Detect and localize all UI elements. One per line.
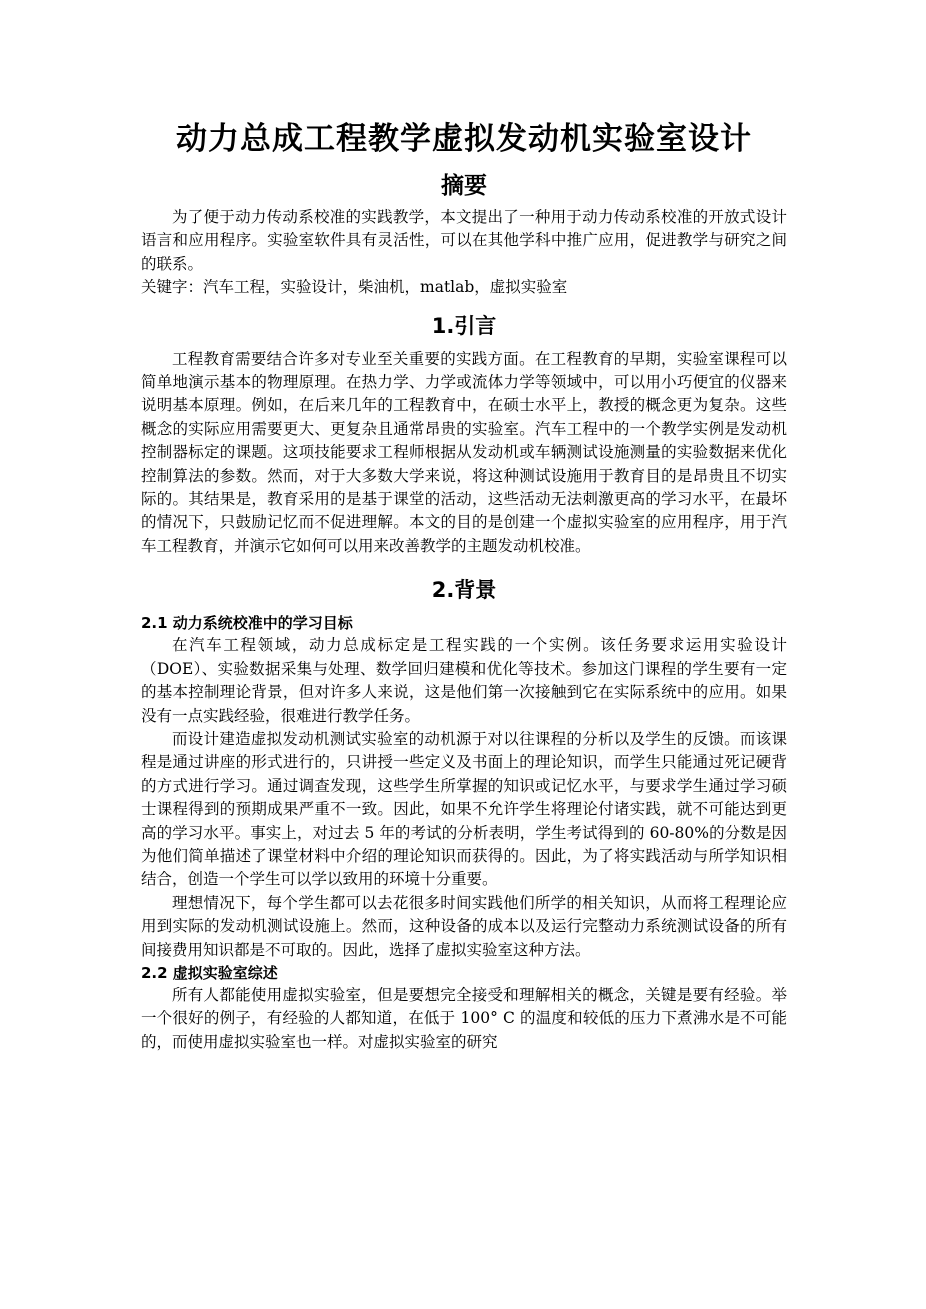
subsection-heading-virtual-lab-overview: 2.2 虚拟实验室综述 [141,963,278,982]
section-heading-introduction: 1.引言 [431,313,497,338]
document-page [141,112,787,1054]
document-title: 动力总成工程教学虚拟发动机实验室设计 [176,121,752,157]
section-heading-background: 2.背景 [431,578,497,603]
introduction-paragraph: 工程教育需要结合许多对专业至关重要的实践方面。在工程教育的早期，实验室课程可以简单地演示基本的物理原理。在热力学、力学或流体力学等领域中，可以用小巧便宜的仪器来说明基本原理。例如，在后来几年的工程教育中，在硕士水平上，教授的概念更为复杂。这些概念的实际应用需要更大、更复杂且通常昂贵的实验室。汽车工程中的一个教学实例是发动机控制器标定的课题。这项技能要求工程师根据从发动机或车辆测试设施测量的实验数据来优化控制算法的参数。然而，对于大多数大学来说，将这种测试设施用于教育目的是昂贵且不切实际的。其结果是，教育采用的是基于课堂的活动，这些活动无法刺激更高的学习水平，在最坏的情况下，只鼓励记忆而不促进理解。本文的目的是创建一个虚拟实验室的应用程序，用于汽车工程教育，并演示它如何可以用来改善教学的主题发动机校准。 [141,349,787,555]
keywords-line: 关键字：汽车工程，实验设计，柴油机，matlab，虚拟实验室 [141,278,568,297]
background-paragraph: 在汽车工程领域，动力总成标定是工程实践的一个实例。该任务要求运用实验设计（DOE）、实验数据采集与处理、数学回归建模和优化等技术。参加这门课程的学生要有一定的基本控制理论背景，但对许多人来说，这是他们第一次接触到它在实际系统中的应用。如果没有一点实践经验，很难进行教学任务。 [141,636,787,725]
abstract-heading: 摘要 [441,173,487,199]
background-paragraph: 而设计建造虚拟发动机测试实验室的动机源于对以往课程的分析以及学生的反馈。而该课程是通过讲座的形式进行的，只讲授一些定义及书面上的理论知识，而学生只能通过死记硬背的方式进行学习。通过调查发现，这些学生所掌握的知识或记忆水平，与要求学生通过学习硕士课程得到的预期成果严重不一致。因此，如果不允许学生将理论付诸实践，就不可能达到更高的学习水平。事实上，对过去 5 年的考试的分析表明，学生考试得到的 60-80%的分数是因为他们简单描述了课堂材料中介绍的理论知识而获得的。因此，为了将实践活动与所学知识相结合，创造一个学生可以学以致用的环境十分重要。 [141,729,787,889]
background-paragraph: 理想情况下，每个学生都可以去花很多时间实践他们所学的相关知识，从而将工程理论应用到实际的发动机测试设施上。然而，这种设备的成本以及运行完整动力系统测试设备的所有间接费用知识都是不可取的。因此，选择了虚拟实验室这种方法。 [141,893,787,959]
virtual-lab-paragraph: 所有人都能使用虚拟实验室，但是要想完全接受和理解相关的概念，关键是要有经验。举一个很好的例子，有经验的人都知道，在低于 100° C 的温度和较低的压力下煮沸水是不可能的，而使用虚拟实验室也一样。对虚拟实验室的研究 [141,985,787,1051]
subsection-heading-learning-objectives: 2.1 动力系统校准中的学习目标 [141,614,353,633]
abstract-paragraph: 为了便于动力传动系校准的实践教学，本文提出了一种用于动力传动系校准的开放式设计语言和应用程序。实验室软件具有灵活性，可以在其他学科中推广应用，促进教学与研究之间的联系。 [141,208,787,273]
